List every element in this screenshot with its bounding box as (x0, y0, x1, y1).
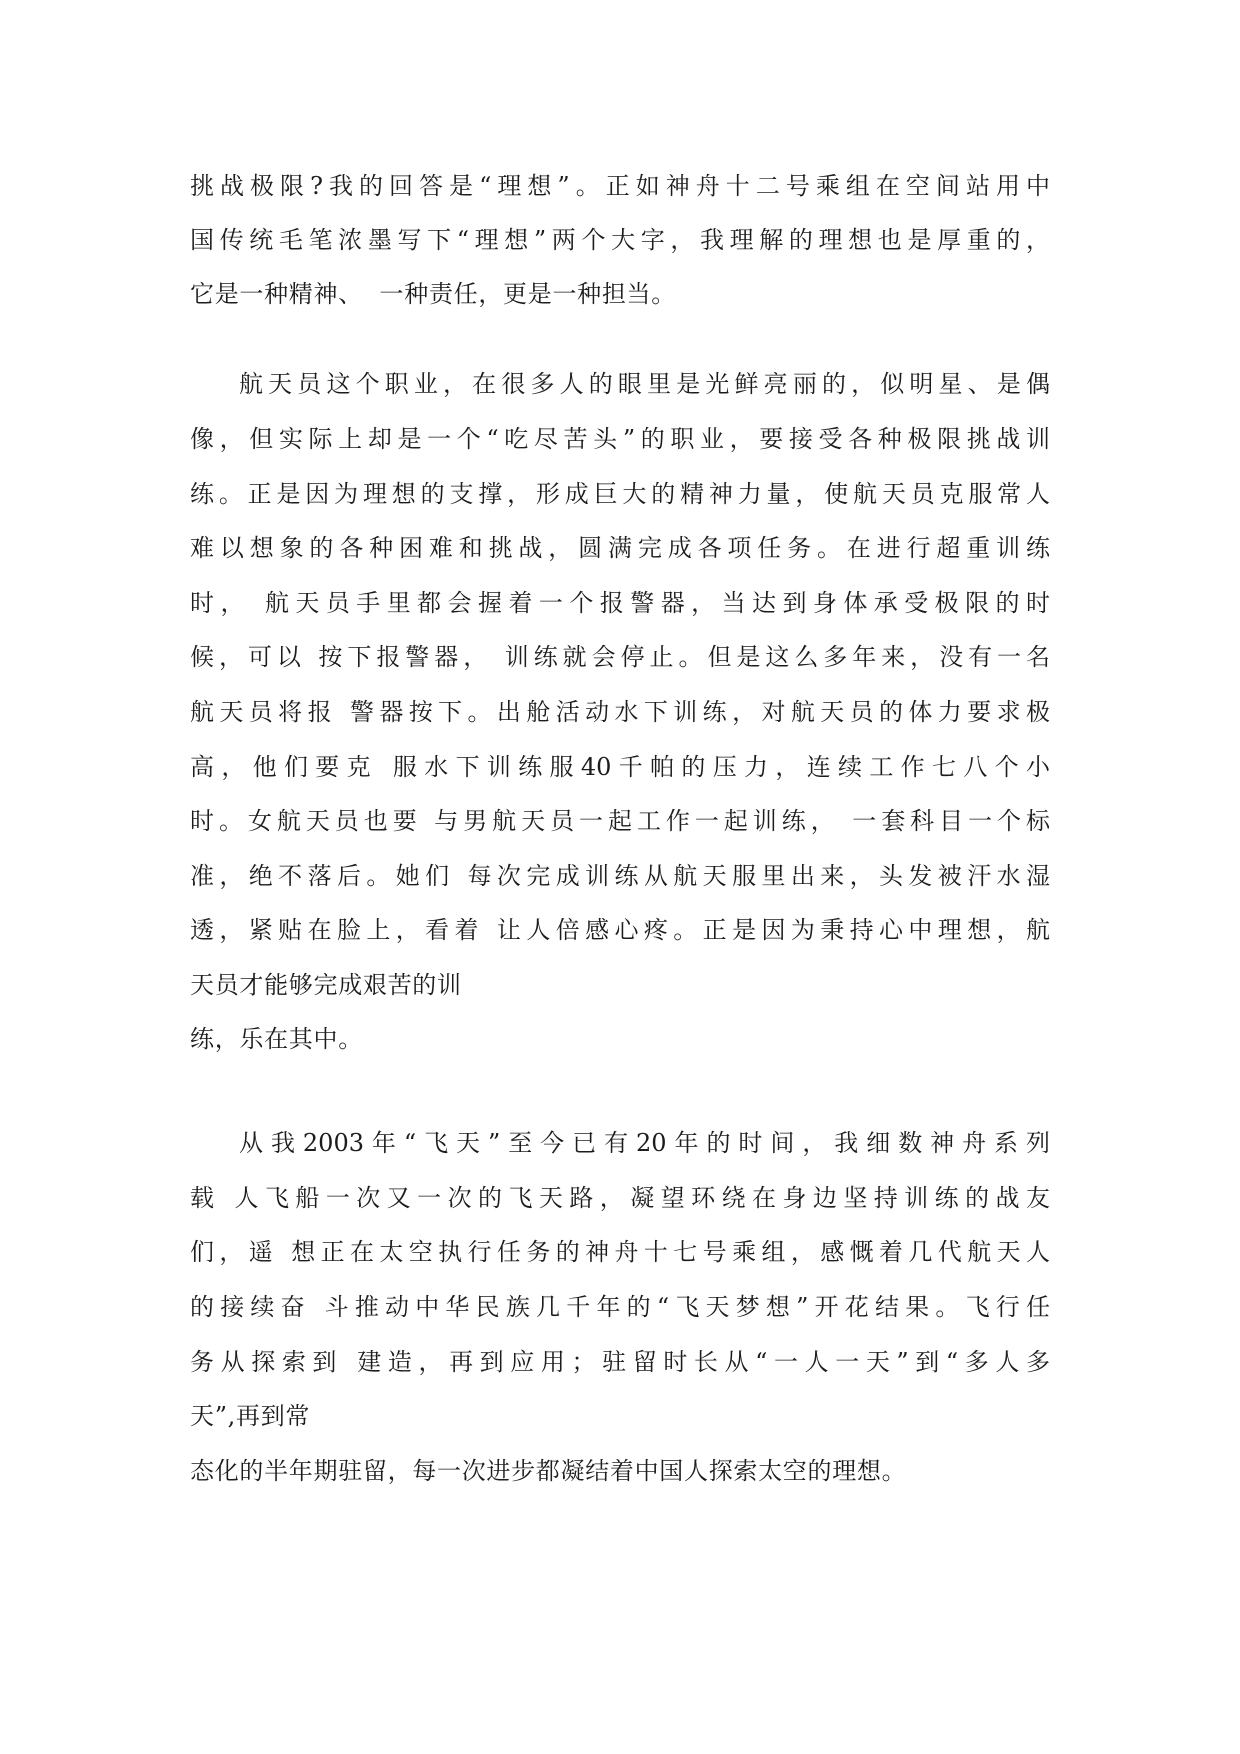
text-line: 时， 航天员手里都会握着一个报警器，当达到身体承受极限的时 (190, 589, 1050, 617)
text-line: 务从探索到 建造，再到应用；驻留时长从“一人一天”到“多人多 (190, 1348, 1050, 1376)
text-line: 难以想象的各种困难和挑战，圆满完成各项任务。在进行超重训练 (190, 534, 1050, 562)
text-line: 它是一种精神、 一种责任，更是一种担当。 (190, 280, 676, 308)
text-line: 准，绝不落后。她们 每次完成训练从航天服里出来，头发被汗水湿 (190, 862, 1050, 890)
text-line: 练，乐在其中。 (190, 1025, 363, 1053)
text-line: 从我2003年“飞天”至今已有20年的时间，我细数神舟系列 (239, 1129, 1050, 1157)
text-line: 天”,再到常 (190, 1402, 311, 1430)
text-line: 的接续奋 斗推动中华民族几千年的“飞天梦想”开花结果。飞行任 (190, 1293, 1050, 1321)
text-line: 国传统毛笔浓墨写下“理想”两个大字，我理解的理想也是厚重的， (190, 226, 1050, 254)
text-line: 载 人飞船一次又一次的飞天路，凝望环绕在身边坚持训练的战友 (190, 1184, 1050, 1212)
text-line: 天员才能够完成艰苦的训 (190, 971, 462, 999)
text-line: 时。女航天员也要 与男航天员一起工作一起训练， 一套科目一个标 (190, 807, 1050, 835)
text-line: 高，他们要克 服水下训练服40千帕的压力，连续工作七八个小 (190, 753, 1050, 781)
text-line: 候，可以 按下报警器， 训练就会停止。但是这么多年来，没有一名 (190, 643, 1050, 671)
text-line: 挑战极限?我的回答是“理想”。正如神舟十二号乘组在空间站用中 (190, 172, 1050, 200)
text-line: 们，遥 想正在太空执行任务的神舟十七号乘组，感慨着几代航天人 (190, 1238, 1050, 1266)
text-line: 航天员将报 警器按下。出舱活动水下训练，对航天员的体力要求极 (190, 698, 1050, 726)
text-line: 透，紧贴在脸上，看着 让人倍感心疼。正是因为秉持心中理想，航 (190, 916, 1050, 944)
text-line: 航天员这个职业，在很多人的眼里是光鲜亮丽的，似明星、是偶 (239, 370, 1050, 398)
text-line: 像，但实际上却是一个“吃尽苦头”的职业，要接受各种极限挑战训 (190, 425, 1050, 453)
text-line: 练。正是因为理想的支撑，形成巨大的精神力量，使航天员克服常人 (190, 480, 1050, 508)
text-line: 态化的半年期驻留，每一次进步都凝结着中国人探索太空的理想。 (190, 1457, 907, 1485)
